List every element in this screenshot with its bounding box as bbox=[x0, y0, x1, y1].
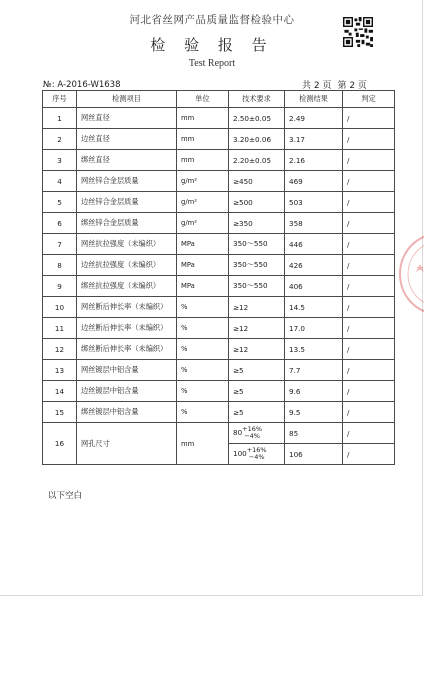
row-judgement: / bbox=[343, 318, 395, 339]
table-row bbox=[43, 129, 395, 150]
row-number: 3 bbox=[43, 150, 77, 171]
row-result: 446 bbox=[285, 234, 343, 255]
row-judgement: / bbox=[343, 108, 395, 129]
tolerance-base: 100 bbox=[233, 449, 247, 458]
row-requirement: 350～550 bbox=[229, 276, 285, 297]
row-number: 14 bbox=[43, 381, 77, 402]
report-number: №: A-2016-W1638 bbox=[43, 80, 121, 90]
row-judgement: / bbox=[343, 171, 395, 192]
table-row bbox=[43, 360, 395, 381]
table-row bbox=[43, 297, 395, 318]
tolerance-plus: +16% bbox=[246, 446, 267, 455]
row-unit: % bbox=[177, 381, 229, 402]
row-number: 1 bbox=[43, 108, 77, 129]
row-result: 426 bbox=[285, 255, 343, 276]
header-unit: 单位 bbox=[177, 91, 229, 108]
row-item: 绑丝锌合金层质量 bbox=[77, 213, 177, 234]
row-result: 2.49 bbox=[285, 108, 343, 129]
row-item: 绑丝断后伸长率（未编织） bbox=[77, 339, 177, 360]
row-judgement: / bbox=[343, 360, 395, 381]
row-result: 9.5 bbox=[285, 402, 343, 423]
row-item: 绑丝直径 bbox=[77, 150, 177, 171]
row-result: 14.5 bbox=[285, 297, 343, 318]
row-unit: mm bbox=[177, 108, 229, 129]
row-requirement: ≥5 bbox=[229, 381, 285, 402]
row-unit: % bbox=[177, 339, 229, 360]
tolerance-minus: −4% bbox=[248, 453, 265, 461]
row-judgement: / bbox=[343, 213, 395, 234]
row-judgement: / bbox=[343, 444, 395, 465]
report-subtitle: Test Report bbox=[188, 58, 236, 69]
row-judgement: / bbox=[343, 150, 395, 171]
row-judgement: / bbox=[343, 129, 395, 150]
row-number: 12 bbox=[43, 339, 77, 360]
total-pages: 共 2 页 bbox=[302, 81, 332, 91]
qr-code-icon bbox=[343, 17, 373, 47]
row-requirement: ≥12 bbox=[229, 339, 285, 360]
table-row bbox=[43, 213, 395, 234]
row-result: 17.0 bbox=[285, 318, 343, 339]
row-number: 15 bbox=[43, 402, 77, 423]
row-judgement: / bbox=[343, 276, 395, 297]
blank-below-note: 以下空白 bbox=[48, 491, 83, 501]
row-judgement: / bbox=[343, 423, 395, 444]
row-unit: mm bbox=[177, 423, 229, 465]
organization-name: 河北省丝网产品质量监督检验中心 bbox=[129, 14, 295, 26]
row-result: 7.7 bbox=[285, 360, 343, 381]
row-result: 3.17 bbox=[285, 129, 343, 150]
table-row bbox=[43, 381, 395, 402]
row-number: 6 bbox=[43, 213, 77, 234]
row-unit: g/m² bbox=[177, 171, 229, 192]
row-item: 网丝直径 bbox=[77, 108, 177, 129]
table-row bbox=[43, 150, 395, 171]
row-requirement: 350～550 bbox=[229, 255, 285, 276]
inspection-table bbox=[42, 90, 395, 465]
row-requirement: 3.20±0.06 bbox=[229, 129, 285, 150]
row-result: 503 bbox=[285, 192, 343, 213]
row-unit: % bbox=[177, 297, 229, 318]
row-result: 85 bbox=[285, 423, 343, 444]
tolerance-fraction bbox=[247, 447, 267, 461]
row-unit: mm bbox=[177, 150, 229, 171]
row-item: 网丝镀层中铝含量 bbox=[77, 360, 177, 381]
row-judgement: / bbox=[343, 192, 395, 213]
row-judgement: / bbox=[343, 297, 395, 318]
row-judgement: / bbox=[343, 402, 395, 423]
row-requirement: 350～550 bbox=[229, 234, 285, 255]
table-header-row bbox=[43, 91, 395, 108]
report-title: 检 验 报 告 bbox=[150, 36, 274, 54]
table-row bbox=[43, 402, 395, 423]
row-judgement: / bbox=[343, 381, 395, 402]
table-row bbox=[43, 276, 395, 297]
table-row bbox=[43, 318, 395, 339]
row-result: 469 bbox=[285, 171, 343, 192]
row-requirement: ≥5 bbox=[229, 402, 285, 423]
row-unit: g/m² bbox=[177, 213, 229, 234]
row-requirement: 2.20±0.05 bbox=[229, 150, 285, 171]
row-requirement: 2.50±0.05 bbox=[229, 108, 285, 129]
row-requirement: ≥350 bbox=[229, 213, 285, 234]
row-unit: MPa bbox=[177, 255, 229, 276]
row-item: 绑丝镀层中铝含量 bbox=[77, 402, 177, 423]
row-unit: g/m² bbox=[177, 192, 229, 213]
row-item: 边丝镀层中铝含量 bbox=[77, 381, 177, 402]
header-requirement: 技术要求 bbox=[229, 91, 285, 108]
row-number: 2 bbox=[43, 129, 77, 150]
row-unit: MPa bbox=[177, 276, 229, 297]
row-item: 网丝断后伸长率（未编织） bbox=[77, 297, 177, 318]
row-judgement: / bbox=[343, 234, 395, 255]
row-requirement: ≥5 bbox=[229, 360, 285, 381]
table-row bbox=[43, 423, 395, 444]
row-number: 4 bbox=[43, 171, 77, 192]
row-number: 13 bbox=[43, 360, 77, 381]
row-number: 9 bbox=[43, 276, 77, 297]
tolerance-fraction bbox=[242, 426, 262, 440]
row-unit: % bbox=[177, 360, 229, 381]
row-requirement: ≥450 bbox=[229, 171, 285, 192]
row-item: 网丝锌合金层质量 bbox=[77, 171, 177, 192]
table-row bbox=[43, 339, 395, 360]
tolerance-minus: −4% bbox=[244, 432, 260, 440]
table-row bbox=[43, 255, 395, 276]
row-judgement: / bbox=[343, 255, 395, 276]
tolerance-plus: +16% bbox=[242, 425, 263, 434]
header-judgement: 判定 bbox=[343, 91, 395, 108]
table-row bbox=[43, 234, 395, 255]
row-number: 11 bbox=[43, 318, 77, 339]
seal-stamp-icon bbox=[398, 228, 424, 318]
row-number: 5 bbox=[43, 192, 77, 213]
row-item: 边丝断后伸长率（未编织） bbox=[77, 318, 177, 339]
header-item: 检测项目 bbox=[77, 91, 177, 108]
row-result: 406 bbox=[285, 276, 343, 297]
row-result: 358 bbox=[285, 213, 343, 234]
table-row bbox=[43, 108, 395, 129]
header-no: 序号 bbox=[43, 91, 77, 108]
row-unit: mm bbox=[177, 129, 229, 150]
row-unit: % bbox=[177, 318, 229, 339]
row-number: 8 bbox=[43, 255, 77, 276]
row-number: 16 bbox=[43, 423, 77, 465]
row-result: 9.6 bbox=[285, 381, 343, 402]
row-result: 2.16 bbox=[285, 150, 343, 171]
header-result: 检测结果 bbox=[285, 91, 343, 108]
row-requirement bbox=[229, 423, 285, 444]
row-unit: MPa bbox=[177, 234, 229, 255]
row-result: 106 bbox=[285, 444, 343, 465]
row-judgement: / bbox=[343, 339, 395, 360]
table-row bbox=[43, 192, 395, 213]
tolerance-base: 80 bbox=[233, 428, 243, 437]
current-page: 第 2 页 bbox=[337, 81, 367, 91]
row-number: 7 bbox=[43, 234, 77, 255]
row-requirement: ≥500 bbox=[229, 192, 285, 213]
row-item: 网孔尺寸 bbox=[77, 423, 177, 465]
row-number: 10 bbox=[43, 297, 77, 318]
table-row bbox=[43, 171, 395, 192]
row-requirement: ≥12 bbox=[229, 297, 285, 318]
row-item: 网丝抗拉强度（未编织） bbox=[77, 234, 177, 255]
row-requirement: ≥12 bbox=[229, 318, 285, 339]
row-item: 边丝锌合金层质量 bbox=[77, 192, 177, 213]
row-item: 边丝抗拉强度（未编织） bbox=[77, 255, 177, 276]
row-item: 边丝直径 bbox=[77, 129, 177, 150]
row-item: 绑丝抗拉强度（未编织） bbox=[77, 276, 177, 297]
row-unit: % bbox=[177, 402, 229, 423]
row-result: 13.5 bbox=[285, 339, 343, 360]
row-requirement bbox=[229, 444, 285, 465]
